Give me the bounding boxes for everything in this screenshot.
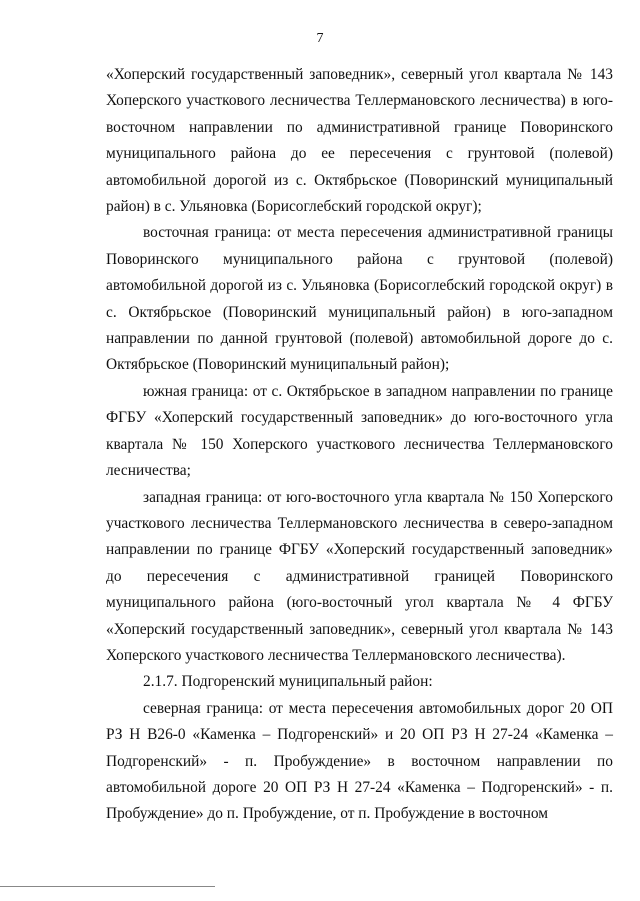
paragraph-eastern-boundary: восточная граница: от места пересечения административной границы Поворинского муниципального района с грунтовой (полевой) автомобильной дорогой из с. Ульяновка (Борисоглебский городской округ) в с. Октябрьское (Поворинский муниципальный район) в юго-западном направлении по данной грунтовой (полевой) автомобильной дороге до с. Октябрьское (Поворинский муниципальный район); [106,224,613,374]
document-body [106,62,613,828]
paragraph-boundary-continuation: «Хоперский государственный заповедник», северный угол квартала № 143 Хоперского участкового лесничества Теллермановского лесничества) в юго-восточном направлении по административной границе Поворинского муниципального района до ее пересечения с грунтовой (полевой) автомобильной дорогой из с. Октябрьское (Поворинский муниципальный район) в с. Ульяновка (Борисоглебский городской округ); [106,66,613,216]
paragraph-western-boundary: западная граница: от юго-восточного угла квартала № 150 Хоперского участкового лесничества Теллермановского лесничества в северо-западном направлении по границе ФГБУ «Хоперский государственный заповедник» до пересечения с административной границей Поворинского муниципального района (юго-восточный угол квартала № 4 ФГБУ «Хоперский государственный заповедник», северный угол квартала № 143 Хоперского участкового лесничества Теллермановского лесничества). [106,488,613,664]
paragraph-southern-boundary: южная граница: от с. Октябрьское в западном направлении по границе ФГБУ «Хоперский государственный заповедник» до юго-восточного угла квартала № 150 Хоперского участкового лесничества Теллермановского лесничества; [106,382,613,480]
page-number: 7 [316,31,324,46]
footer-divider [0,886,215,887]
paragraph-northern-boundary: северная граница: от места пересечения автомобильных дорог 20 ОП РЗ Н В26-0 «Каменка – Подгоренский» и 20 ОП РЗ Н 27-24 «Каменка – Подгоренский» - п. Пробуждение» в восточном направлении по автомобильной дороге 20 ОП РЗ Н 27-24 «Каменка – Подгоренский» - п. Пробуждение» до п. Пробуждение, от п. Пробуждение в восточном [106,699,613,823]
section-heading-podgorensky: 2.1.7. Подгоренский муниципальный район: [143,673,433,691]
